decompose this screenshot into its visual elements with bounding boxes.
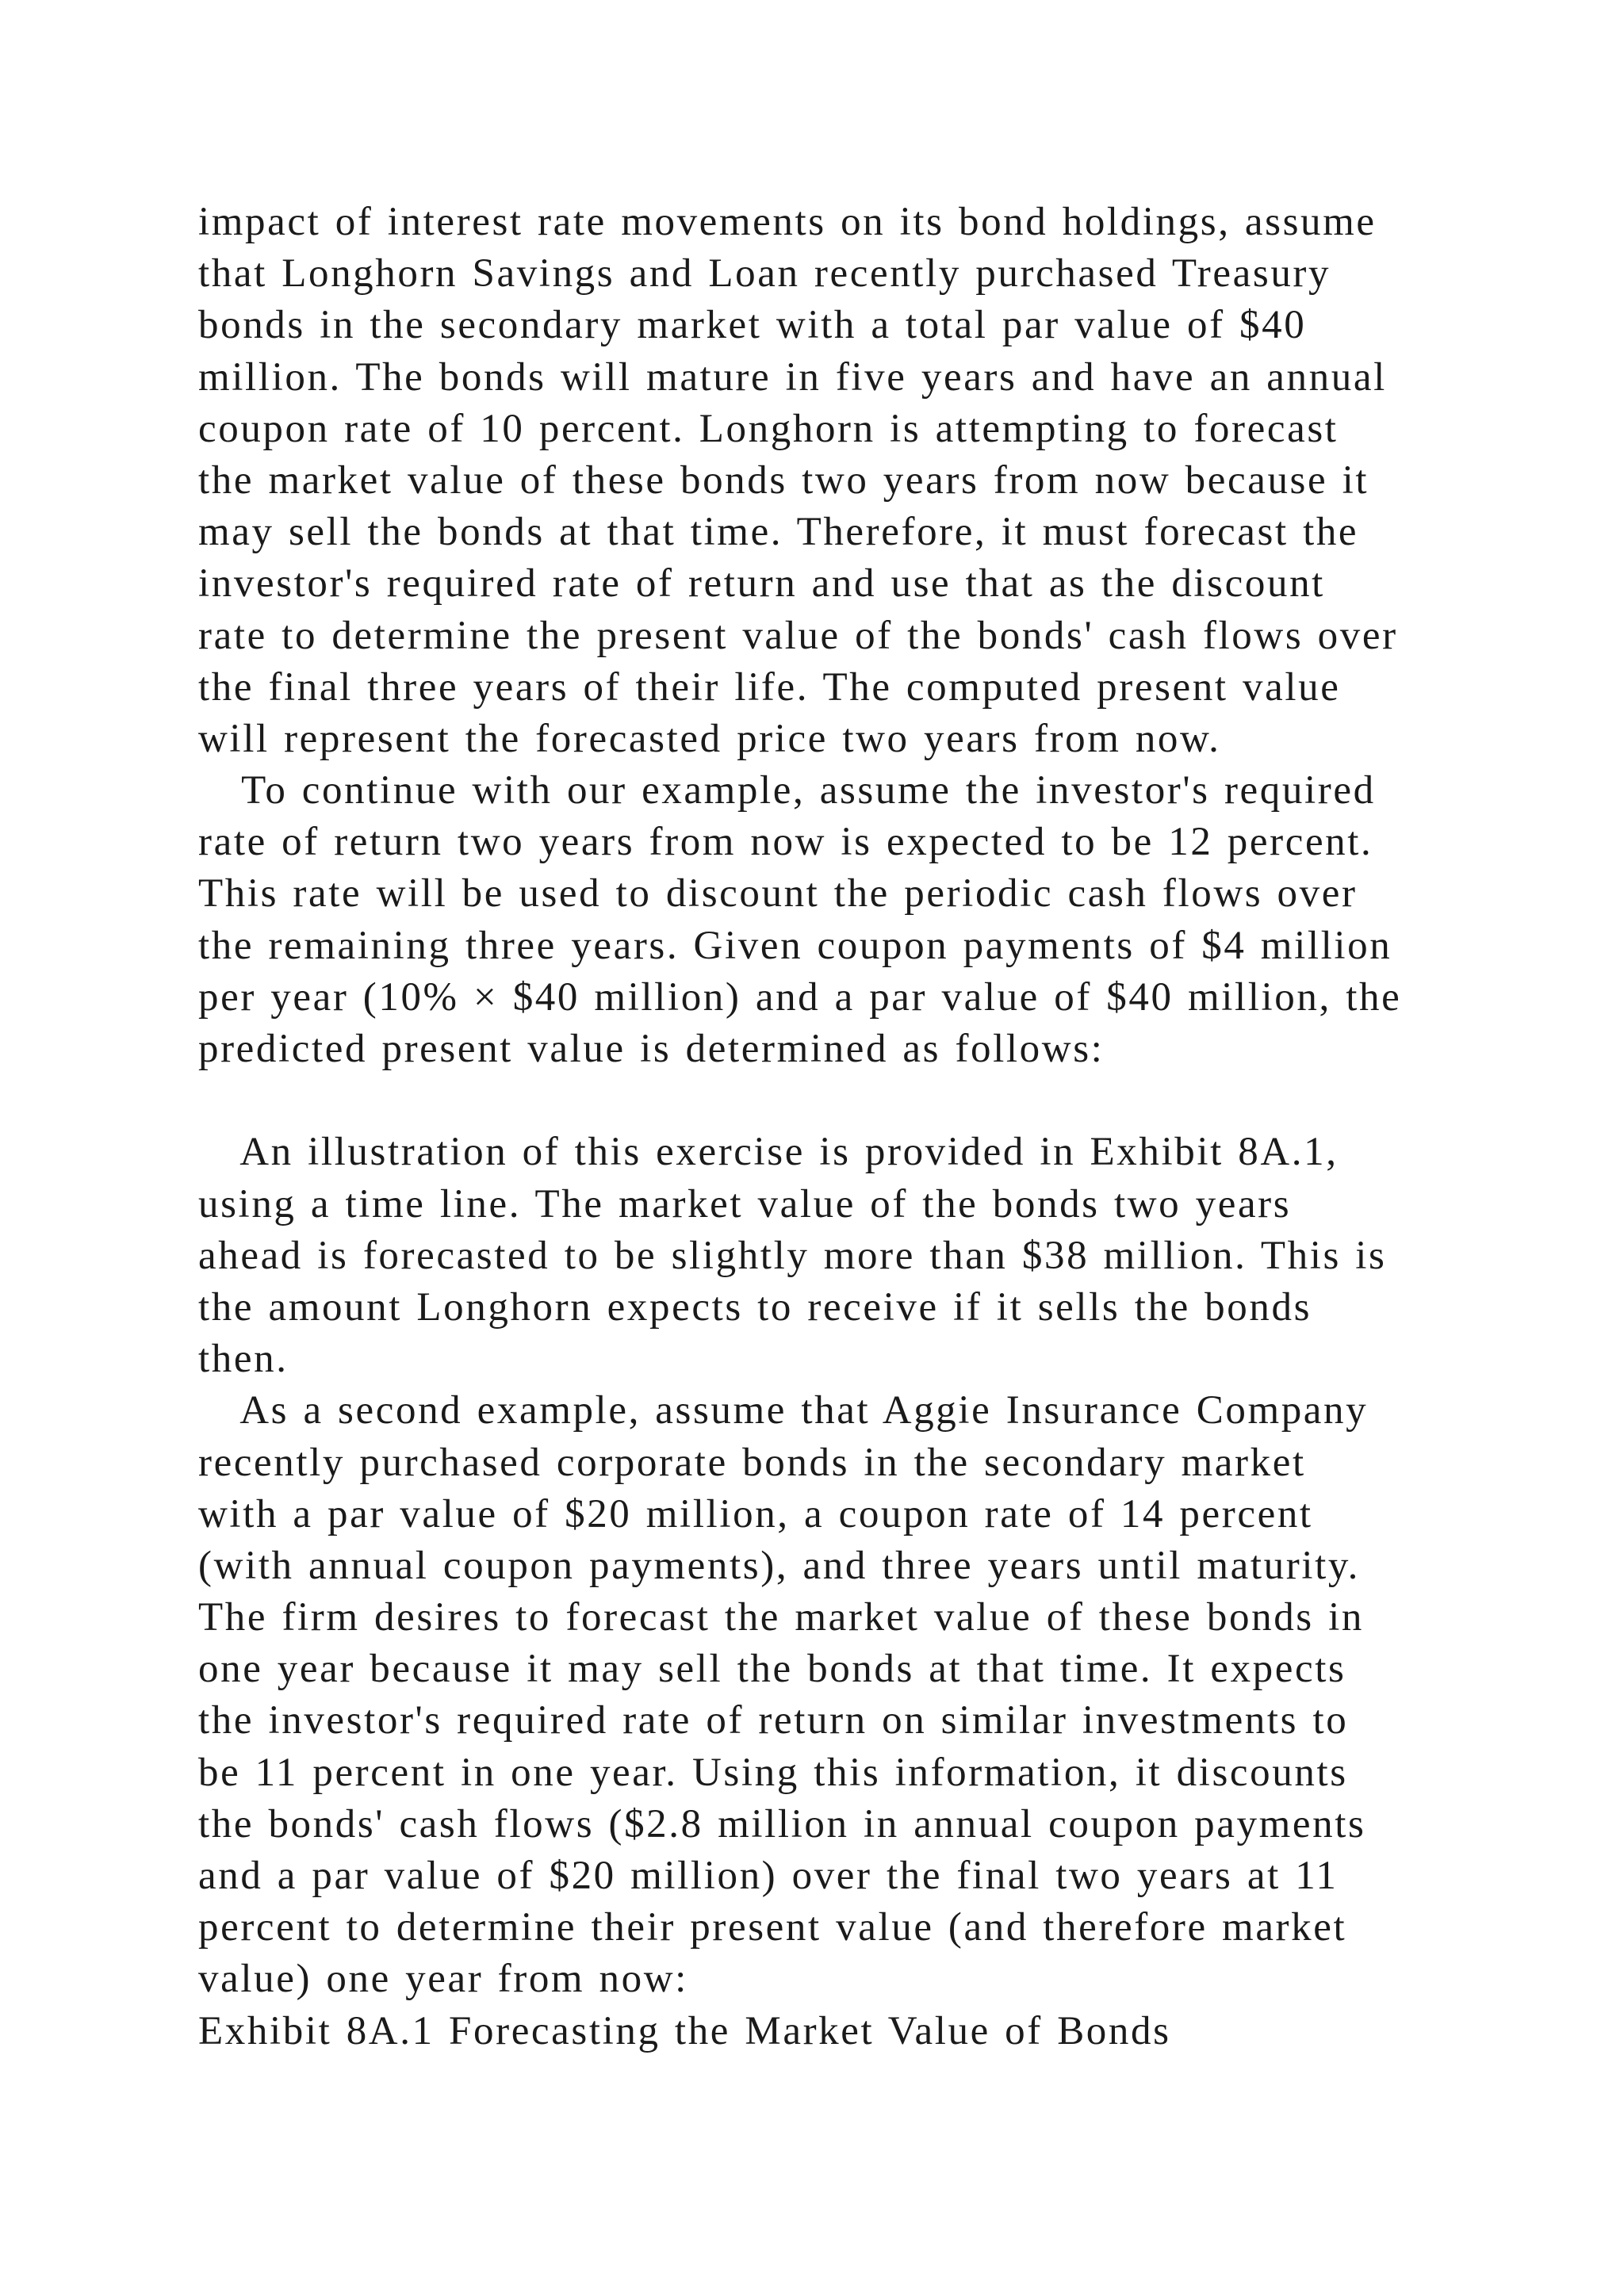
text-line: investor's required rate of return and use that as the discount bbox=[198, 561, 1325, 607]
text-line: value) one year from now: bbox=[198, 1957, 688, 2002]
text-line: will represent the forecasted price two years from now. bbox=[198, 716, 1221, 761]
text-line: the investor's required rate of return on similar investments to bbox=[198, 1698, 1349, 1743]
text-line: rate of return two years from now is expected to be 12 percent. bbox=[198, 820, 1373, 865]
paragraph-2 bbox=[198, 765, 1530, 1075]
text-line: that Longhorn Savings and Loan recently purchased Treasury bbox=[198, 251, 1331, 297]
text-line: using a time line. The market value of the bonds two years bbox=[198, 1181, 1292, 1226]
text-line: be 11 percent in one year. Using this information, it discounts bbox=[198, 1750, 1348, 1795]
paragraph-3 bbox=[198, 1127, 1530, 1385]
paragraph-4 bbox=[198, 1385, 1530, 2005]
blank-line bbox=[198, 1075, 1530, 1127]
text-line: As a second example, assume that Aggie Insurance Company bbox=[198, 1388, 1369, 1433]
text-line: rate to determine the present value of the bonds' cash flows over bbox=[198, 613, 1398, 658]
text-line: the amount Longhorn expects to receive if it sells the bonds bbox=[198, 1284, 1312, 1330]
text-line: the market value of these bonds two years from now because it bbox=[198, 457, 1369, 503]
text-line: then. bbox=[198, 1337, 289, 1382]
text-line: the final three years of their life. The computed present value bbox=[198, 664, 1341, 710]
text-line: and a par value of $20 million) over the final two years at 11 bbox=[198, 1854, 1339, 1898]
text-line: The firm desires to forecast the market value of these bonds in bbox=[198, 1595, 1364, 1640]
text-line: (with annual coupon payments), and three years until maturity. bbox=[198, 1543, 1361, 1588]
text-line: one year because it may sell the bonds at that time. It expects bbox=[198, 1647, 1346, 1692]
text-line: the bonds' cash flows ($2.8 million in annual coupon payments bbox=[198, 1801, 1366, 1846]
text-line: bonds in the secondary market with a total par value of $40 bbox=[198, 303, 1307, 348]
text-line: coupon rate of 10 percent. Longhorn is attempting to forecast bbox=[198, 406, 1339, 451]
text-line: million. The bonds will mature in five years and have an annual bbox=[198, 354, 1387, 400]
text-line: To continue with our example, assume the investor's required bbox=[198, 768, 1376, 813]
text-line: impact of interest rate movements on its bond holdings, assume bbox=[198, 200, 1377, 244]
text-line: This rate will be used to discount the periodic cash flows over bbox=[198, 871, 1358, 916]
text-line: recently purchased corporate bonds in the secondary market bbox=[198, 1440, 1306, 1485]
text-line: percent to determine their present value (and therefore market bbox=[198, 1905, 1347, 1950]
text-line: per year (10% × $40 million) and a par value of $40 million, the bbox=[198, 974, 1402, 1020]
document-body bbox=[198, 197, 1530, 2057]
text-line: An illustration of this exercise is provided in Exhibit 8A.1, bbox=[198, 1130, 1339, 1175]
exhibit-heading: Exhibit 8A.1 Forecasting the Market Value of Bonds bbox=[198, 2008, 1171, 2053]
text-line: with a par value of $20 million, a coupon rate of 14 percent bbox=[198, 1491, 1313, 1536]
text-line: predicted present value is determined as follows: bbox=[198, 1027, 1105, 1071]
paragraph-1 bbox=[198, 197, 1530, 765]
text-line: may sell the bonds at that time. Therefore, it must forecast the bbox=[198, 510, 1359, 555]
text-line: the remaining three years. Given coupon payments of $4 million bbox=[198, 923, 1392, 968]
text-line: ahead is forecasted to be slightly more than $38 million. This is bbox=[198, 1233, 1387, 1278]
